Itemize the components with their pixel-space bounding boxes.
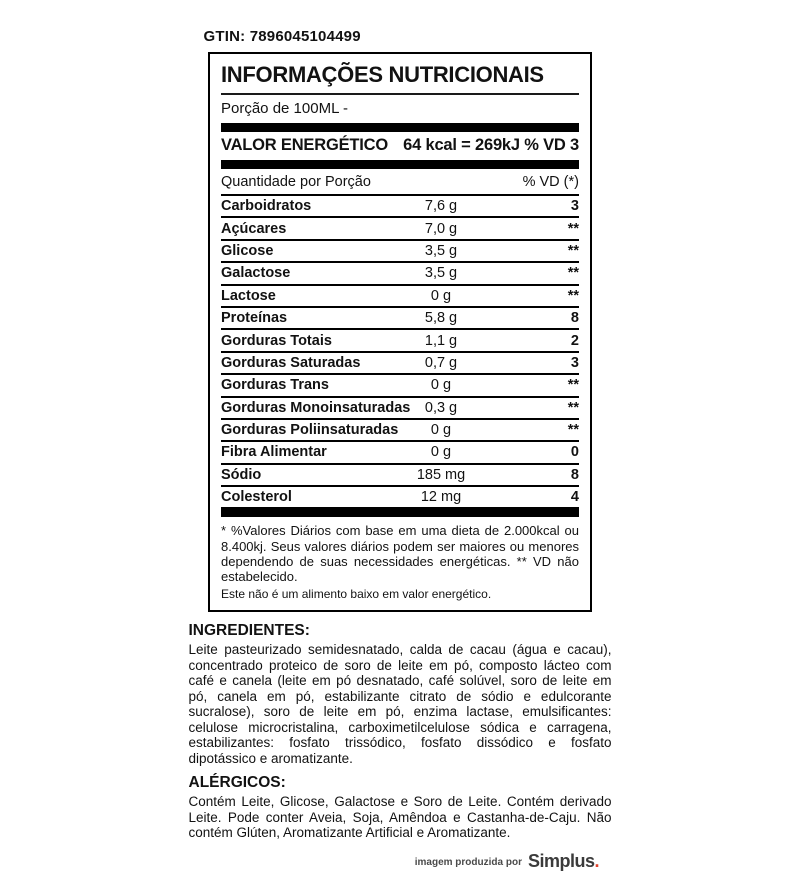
ingredients-heading: INGREDIENTES:	[188, 622, 310, 640]
nutrient-amount: 3,5 g	[424, 242, 458, 259]
nutrient-dv: **	[567, 242, 579, 259]
table-row	[221, 218, 579, 240]
credit-prefix: imagem produzida por	[414, 856, 522, 868]
nutrient-amount: 0,7 g	[424, 354, 458, 371]
nutrition-title: INFORMAÇÕES NUTRICIONAIS	[221, 59, 579, 95]
label-page	[187, 0, 614, 872]
nutrient-amount: 0 g	[430, 422, 452, 439]
nutrient-dv: **	[567, 399, 579, 416]
nutrition-table	[221, 196, 579, 507]
energy-row	[221, 132, 579, 160]
nutrient-amount: 0 g	[430, 444, 452, 461]
table-row	[221, 442, 579, 464]
table-row	[221, 465, 579, 487]
nutrient-amount: 0,3 g	[424, 399, 458, 416]
nutrient-dv: 4	[570, 489, 579, 506]
allergens-text: Contém Leite, Glicose, Galactose e Soro de Leite. Contém derivado Leite. Pode conter Aveia, Soja, Amêndoa e Castanha-de-Caju. Não contém Glúten, Aromatizante Artificial e Aromatizante.	[188, 794, 612, 841]
table-row	[221, 263, 579, 285]
nutrient-label: Lactose	[221, 287, 276, 304]
table-row	[221, 375, 579, 397]
nutrient-dv: **	[567, 287, 579, 304]
nutrient-label: Gorduras Saturadas	[221, 354, 361, 371]
nutrient-amount: 7,0 g	[424, 220, 458, 237]
nutrient-dv: **	[567, 422, 579, 439]
nutrient-amount: 0 g	[430, 287, 452, 304]
nutrient-label: Gorduras Poliinsaturadas	[221, 422, 399, 439]
nutrient-label: Açúcares	[221, 220, 287, 237]
nutrient-label: Proteínas	[221, 310, 288, 327]
nutrient-label: Galactose	[221, 265, 291, 282]
nutrient-dv: 2	[570, 332, 579, 349]
portion-text: Porção de 100ML -	[221, 100, 349, 117]
producer-credit	[187, 851, 600, 872]
info-sections	[187, 622, 614, 841]
table-column-header	[221, 169, 579, 196]
nutrient-amount: 185 mg	[416, 466, 466, 483]
nutrient-label: Sódio	[221, 466, 262, 483]
nutrient-amount: 3,5 g	[424, 265, 458, 282]
nutrition-facts-box	[208, 52, 592, 612]
table-row	[221, 487, 579, 507]
nutrient-dv: **	[567, 265, 579, 282]
nutrient-amount: 1,1 g	[424, 332, 458, 349]
nutrient-amount: 0 g	[430, 377, 452, 394]
nutrient-label: Carboidratos	[221, 198, 312, 215]
nutrient-dv: 8	[570, 466, 579, 483]
daily-values-footnote: * %Valores Diários com base em uma dieta de 2.000kcal ou 8.400kj. Seus valores diários podem ser maiores ou menores dependendo de suas necessidades energéticas. ** VD não estabelecido.	[221, 523, 579, 585]
gtin-text: GTIN: 7896045104499	[203, 28, 361, 45]
table-row	[221, 330, 579, 352]
nutrient-label: Glicose	[221, 242, 274, 259]
nutrient-dv: **	[567, 220, 579, 237]
nutrient-dv: 8	[570, 310, 579, 327]
divider-bar-bottom	[221, 507, 579, 517]
table-row	[221, 196, 579, 218]
nutrient-label: Gorduras Monoinsaturadas	[221, 399, 411, 416]
brand-dot: .	[594, 850, 600, 871]
table-row	[221, 398, 579, 420]
energy-footnote: Este não é um alimento baixo em valor energético.	[221, 587, 492, 602]
nutrient-dv: 3	[570, 198, 579, 215]
ingredients-text: Leite pasteurizado semidesnatado, calda de cacau (água e cacau), concentrado proteico de soro de leite em pó, composto lácteo com café e canela (leite em pó desnatado, café solúvel, soro de leite em pó, canela em pó, estabilizante citrato de sódio e edulcorante sucralose), soro de leite em pó, enzima lactase, emulsificantes: celulose microcristalina, carboximetilcelulose sódica e carragena, estabilizantes: fosfato trissódico, fosfato dissódico e fosfato dipotássico e aromatizante.	[188, 642, 612, 766]
brand-name: Simplus	[527, 850, 595, 871]
nutrient-label: Gorduras Trans	[221, 377, 329, 394]
table-row	[221, 286, 579, 308]
table-row	[221, 420, 579, 442]
nutrient-label: Colesterol	[221, 489, 292, 506]
nutrient-amount: 7,6 g	[424, 198, 458, 215]
energy-value: 64 kcal = 269kJ % VD 3	[403, 136, 579, 154]
column-dv-label: % VD (*)	[522, 174, 579, 190]
energy-label: VALOR ENERGÉTICO	[221, 136, 389, 154]
nutrient-dv: 3	[570, 354, 579, 371]
table-row	[221, 241, 579, 263]
nutrient-dv: **	[567, 377, 579, 394]
nutrient-label: Gorduras Totais	[221, 332, 332, 349]
nutrient-label: Fibra Alimentar	[221, 444, 327, 461]
allergens-heading: ALÉRGICOS:	[188, 774, 286, 792]
divider-bar-mid	[221, 160, 579, 169]
divider-bar-top	[221, 123, 579, 132]
nutrient-amount: 12 mg	[420, 489, 462, 506]
table-row	[221, 353, 579, 375]
column-quantity-label: Quantidade por Porção	[221, 174, 371, 190]
nutrient-amount: 5,8 g	[424, 310, 458, 327]
nutrient-dv: 0	[570, 444, 579, 461]
table-row	[221, 308, 579, 330]
